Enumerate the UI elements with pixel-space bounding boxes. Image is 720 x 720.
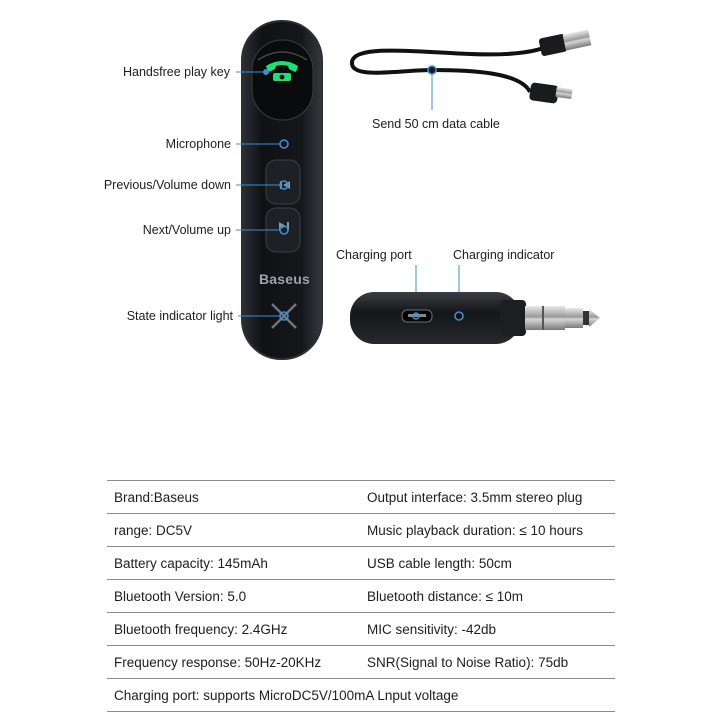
spec-cell: Frequency response: 50Hz-20KHz bbox=[114, 655, 322, 670]
spec-cell: Bluetooth distance: ≤ 10m bbox=[367, 589, 524, 604]
callout-handsfree: Handsfree play key bbox=[122, 65, 230, 79]
spec-cell: Bluetooth Version: 5.0 bbox=[114, 589, 247, 604]
spec-cell: range: DC5V bbox=[114, 523, 193, 538]
brand-logo: Baseus bbox=[259, 271, 311, 287]
spec-cell: Charging port: supports MicroDC5V/100mA Lnput voltage bbox=[114, 688, 459, 703]
spec-cell: USB cable length: 50cm bbox=[367, 556, 512, 571]
spec-cell: Brand:Baseus bbox=[114, 490, 199, 505]
spec-row bbox=[107, 547, 615, 580]
spec-row bbox=[107, 646, 615, 679]
spec-row bbox=[107, 514, 615, 547]
callout-charging-indicator: Charging indicator bbox=[453, 248, 555, 262]
callout-microphone: Microphone bbox=[165, 137, 231, 151]
spec-row bbox=[107, 481, 615, 514]
callout-previous: Previous/Volume down bbox=[103, 178, 231, 192]
spec-row bbox=[107, 580, 615, 613]
receiver-plug bbox=[350, 292, 600, 344]
usb-cable bbox=[352, 29, 591, 103]
spec-table bbox=[107, 480, 615, 712]
spec-cell: Battery capacity: 145mAh bbox=[114, 556, 268, 571]
spec-row bbox=[107, 613, 615, 646]
callout-cable: Send 50 cm data cable bbox=[372, 117, 500, 131]
spec-cell: Bluetooth frequency: 2.4GHz bbox=[114, 622, 288, 637]
callout-next: Next/Volume up bbox=[142, 223, 231, 237]
spec-cell: Output interface: 3.5mm stereo plug bbox=[367, 490, 583, 505]
spec-cell: Music playback duration: ≤ 10 hours bbox=[367, 523, 584, 538]
spec-row bbox=[107, 679, 615, 712]
spec-cell: MIC sensitivity: -42db bbox=[367, 622, 497, 637]
spec-cell: SNR(Signal to Noise Ratio): 75db bbox=[367, 655, 569, 670]
callout-charging-port: Charging port bbox=[336, 248, 412, 262]
callout-state-indicator: State indicator light bbox=[126, 309, 233, 323]
